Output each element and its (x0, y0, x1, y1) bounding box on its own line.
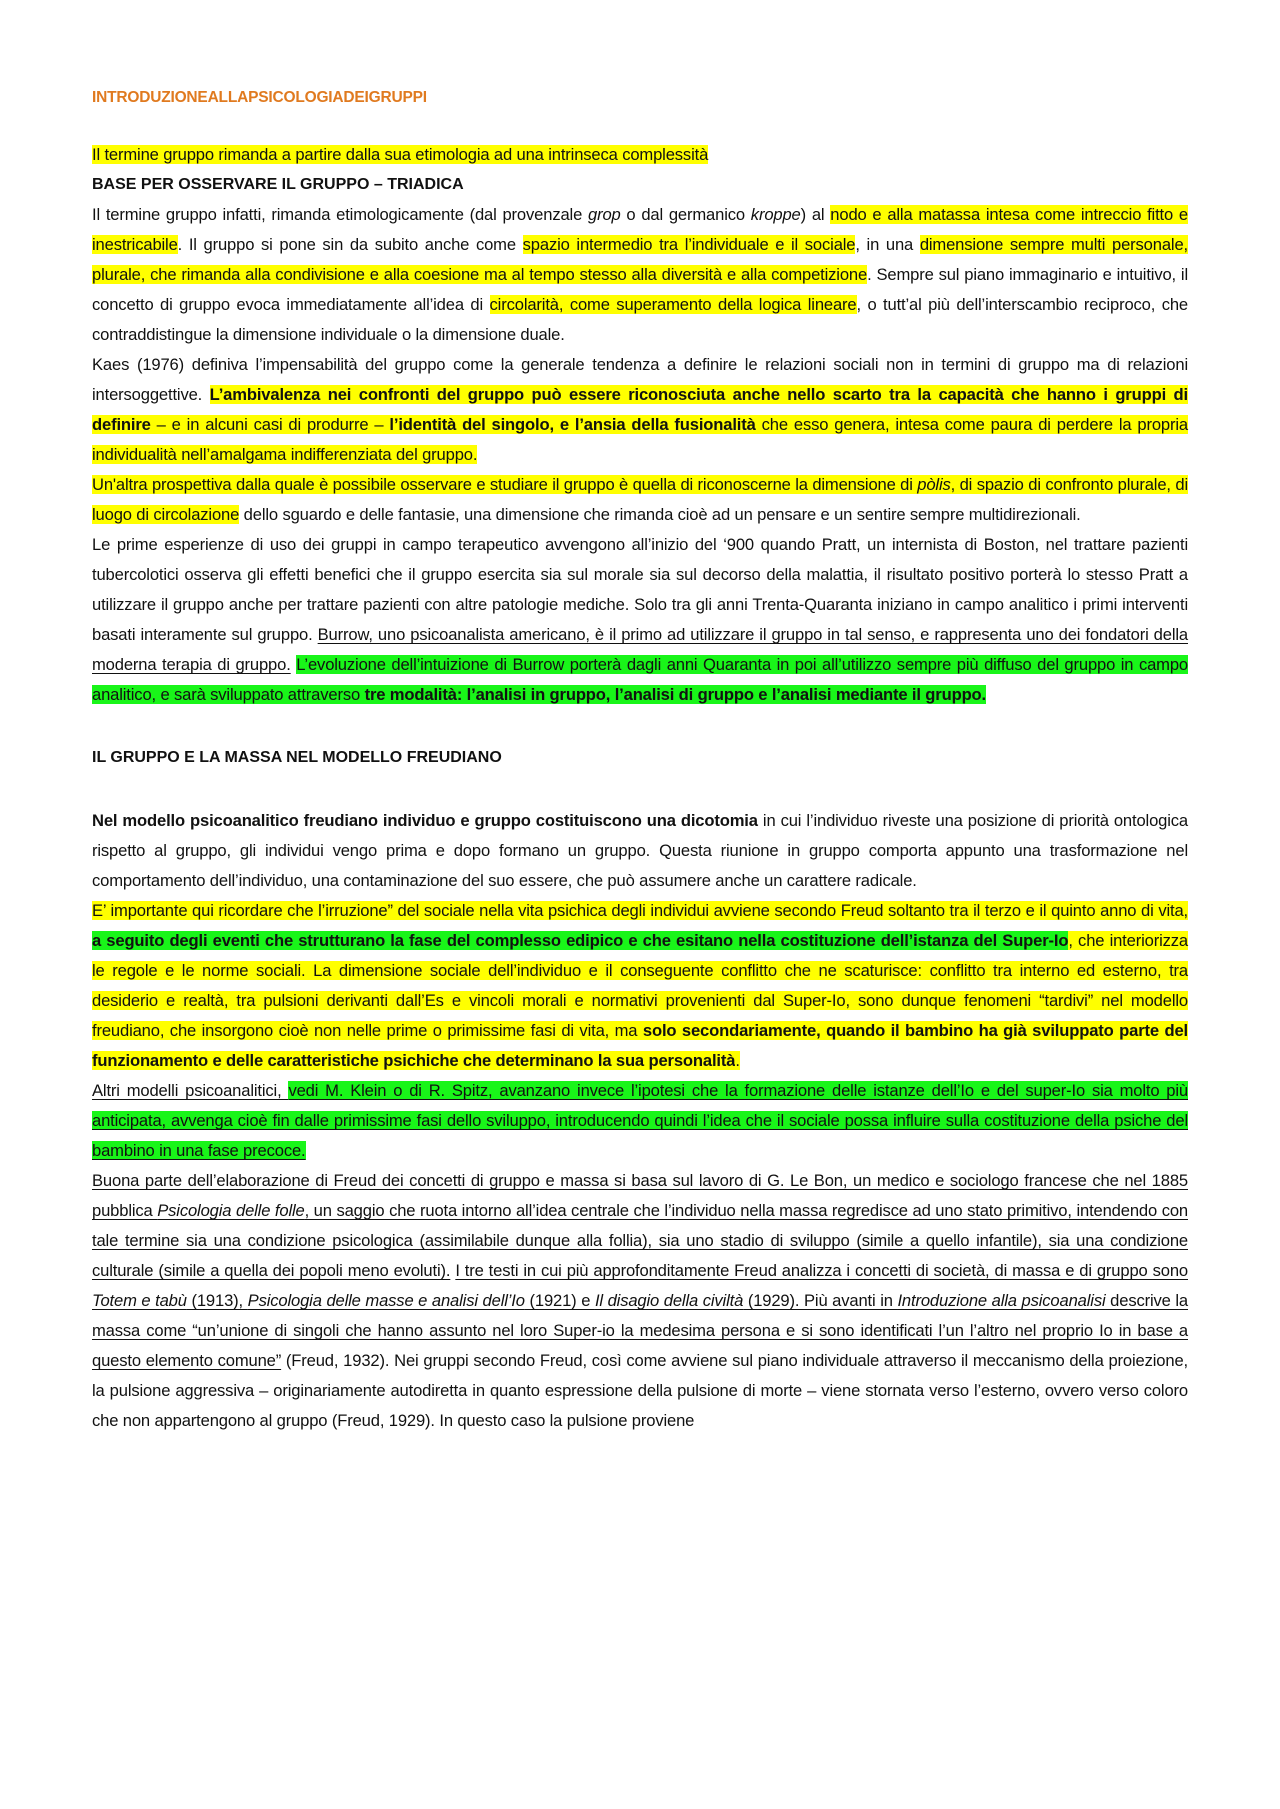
highlight-yellow: , di spazio di confronto plurale, di luogo di circolazione (92, 475, 1188, 524)
highlight-green: tre modalità: l’analisi in gruppo, l’analisi di gruppo e l’analisi mediante il gruppo. (364, 685, 987, 704)
highlight-yellow: , che interiorizza le regole e le norme sociali. La dimensione sociale dell’individuo e il conseguente conflitto che ne scaturisce: conflitto tra interno ed esterno, tra desiderio e realtà, tra pulsioni derivanti dall’Es e vincoli morali e normativi provenienti dal Super-Io, sono dunque fenomeni “tardivi” nel modello freudiano, che insorgono cioè non nelle prime o primissime fasi di vita, ma (92, 931, 1188, 1040)
highlight-yellow: spazio intermedio tra l’individuale e il sociale (522, 235, 856, 254)
highlight-yellow: pòlis (917, 475, 951, 494)
highlight-yellow: solo secondariamente, quando il bambino ha già sviluppato parte del funzionamento e delle caratteristiche psichiche che determinano la sua personalità (92, 1021, 1189, 1070)
paragraph-dicotomia: Nel modello psicoanalitico freudiano individuo e gruppo costituiscono una dicotomia in cui l’individuo riveste una posizione di priorità ontologica rispetto al gruppo, gli individui vengo prima e dopo formano un gruppo. Questa riunione in gruppo comporta appunto una trasformazione nel comportamento dell’individuo, una contaminazione del suo essere, che può assumere anche un carattere radicale. (92, 811, 1188, 890)
highlight-yellow: che esso genera, intesa come paura di perdere la propria individualità nell’amalgama indifferenziata del gruppo. (92, 415, 1188, 464)
underlined-text: Altri modelli psicoanalitici, (92, 1081, 289, 1100)
intro-line (92, 140, 1188, 170)
paragraph-kaes: Kaes (1976) definiva l’impensabilità del gruppo come la generale tendenza a definire le relazioni sociali non in termini di gruppo ma di relazioni intersoggettive. L’ambivalenza nei confronti del gruppo può essere riconosciuta anche nello scarto tra la capacità che hanno i gruppi di definire – e in alcuni casi di produrre – l’identità del singolo, e l’ansia della fusionalità che esso genera, intesa come paura di perdere la propria individualità nell’amalgama indifferenziata del gruppo. (92, 355, 1188, 464)
document-title: INTRODUZIONEALLAPSICOLOGIADEIGRUPPI (92, 89, 427, 106)
highlight-yellow: Un'altra prospettiva dalla quale è possibile osservare e studiare il gruppo è quella di riconoscerne la dimensione di (92, 475, 918, 494)
paragraph-etimologia: Il termine gruppo infatti, rimanda etimologicamente (dal provenzale grop o dal germanico kroppe) al nodo e alla matassa intesa come intreccio fitto e inestricabile. Il gruppo si pone sin da subito anche come spazio intermedio tra l’individuale e il sociale, in una dimensione sempre multi personale, plurale, che rimanda alla condivisione e alla coesione ma al tempo stesso alla diversità e alla competizione. Sempre sul piano immaginario e intuitivo, il concetto di gruppo evoca immediatamente all’idea di circolarità, come superamento della logica lineare, o tutt’al più dell’interscambio reciproco, che contraddistingue la dimensione individuale o la dimensione duale. (92, 205, 1189, 344)
highlight-yellow: E’ importante qui ricordare che l’irruzione” del sociale nella vita psichica degli individui avviene secondo Freud soltanto tra il terzo e il quinto anno di vita, (92, 901, 1188, 920)
highlight-yellow: nodo e alla matassa intesa come intreccio fitto e inestricabile (92, 205, 1188, 254)
highlight-yellow: l’identità del singolo, e l’ansia della fusionalità (389, 415, 756, 434)
paragraph-le-bon: Buona parte dell’elaborazione di Freud dei concetti di gruppo e massa si basa sul lavoro di G. Le Bon, un medico e sociologo francese che nel 1885 pubblica Psicologia delle folle, un saggio che ruota intorno all’idea centrale che l’individuo nella massa regredisce ad uno stato primitivo, intendendo con tale termine sia una condizione psicologica (assimilabile dunque alla follia), sia uno stadio di sviluppo (simile a quello infantile), sia una condizione culturale (simile a quella dei popoli meno evoluti). I tre testi in cui più approfonditamente Freud analizza i concetti di società, di massa e di gruppo sono Totem e tabù (1913), Psicologia delle masse e analisi dell’Io (1921) e Il disagio della civiltà (1929). Più avanti in Introduzione alla psicoanalisi descrive la massa come “un’unione di singoli che hanno assunto nel loro Super-io la medesima persona e si sono identificati l’un l’altro nel proprio Io in base a questo elemento comune” (Freud, 1932). Nei gruppi secondo Freud, così come avviene sul piano individuale attraverso il meccanismo della proiezione, la pulsione aggressiva – originariamente autodiretta in quanto espressione della pulsione di morte – viene stornata verso l’esterno, ovvero verso coloro che non appartengono al gruppo (Freud, 1929). In questo caso la pulsione proviene (92, 1171, 1189, 1430)
underlined-text: Burrow, uno psicoanalista americano, è il primo ad utilizzare il gruppo in tal senso, e rappresenta uno dei fondatori della moderna terapia di gruppo. (92, 625, 1188, 674)
highlight-green: vedi M. Klein o di R. Spitz, avanzano invece l’ipotesi che la formazione delle istanze dell’Io e del super-Io sia molto più anticipata, avvenga cioè fin dalle primissime fasi dello sviluppo, introducendo quindi l’idea che il sociale possa influire sulla costituzione della psiche del bambino in una fase precoce. (92, 1081, 1188, 1160)
highlight-yellow: dimensione sempre multi personale, plurale, che rimanda alla condivisione e alla coesione ma al tempo stesso alla diversità e alla competizione (92, 235, 1188, 284)
section-heading-triadica: BASE PER OSSERVARE IL GRUPPO – TRIADICA (92, 176, 464, 193)
paragraph-super-io (92, 896, 1188, 1076)
paragraph-pratt-burrow: Le prime esperienze di uso dei gruppi in campo terapeutico avvengono all’inizio del ‘900 quando Pratt, un internista di Boston, nel trattare pazienti tubercolotici osserva gli effetti benefici che il gruppo esercita sia sul morale sia sul decorso della malattia, il risultato positivo porterà lo stesso Pratt a utilizzare il gruppo anche per trattare pazienti con altre patologie mediche. Solo tra gli anni Trenta-Quaranta iniziano in campo analitico i primi interventi basati interamente sul gruppo. Burrow, uno psicoanalista americano, è il primo ad utilizzare il gruppo in tal senso, e rappresenta uno dei fondatori della moderna terapia di gruppo. L’evoluzione dell’intuizione di Burrow porterà dagli anni Quaranta in poi all’utilizzo sempre più diffuso del gruppo in campo analitico, e sarà sviluppato attraverso tre modalità: l’analisi in gruppo, l’analisi di gruppo e l’analisi mediante il gruppo. (92, 535, 1189, 704)
highlight-yellow: circolarità, come superamento della logica lineare (489, 295, 857, 314)
paragraph-polis: Un'altra prospettiva dalla quale è possibile osservare e studiare il gruppo è quella di riconoscerne la dimensione di pòlis, di spazio di confronto plurale, di luogo di circolazione dello sguardo e delle fantasie, una dimensione che rimanda cioè ad un pensare e un sentire sempre multidirezionali. (92, 475, 1188, 524)
paragraph-klein-spitz (92, 1076, 1188, 1166)
section-heading-freud: IL GRUPPO E LA MASSA NEL MODELLO FREUDIANO (92, 749, 502, 766)
highlight-yellow: – e in alcuni casi di produrre – (150, 415, 390, 434)
highlight-yellow: L’ambivalenza nei confronti del gruppo può essere riconosciuta anche nello scarto tra la capacità che hanno i gruppi di definire (92, 385, 1188, 434)
highlight-green: a seguito degli eventi che strutturano la fase del complesso edipico e che esitano nella costituzione dell’istanza del Super-Io (92, 931, 1069, 950)
highlight-yellow: Il termine gruppo rimanda a partire dalla sua etimologia ad una intrinseca complessità (92, 145, 709, 164)
highlight-yellow: . (735, 1051, 740, 1070)
highlight-green: L’evoluzione dell’intuizione di Burrow porterà dagli anni Quaranta in poi all’utilizzo sempre più diffuso del gruppo in campo analitico, e sarà sviluppato attraverso (92, 655, 1189, 704)
